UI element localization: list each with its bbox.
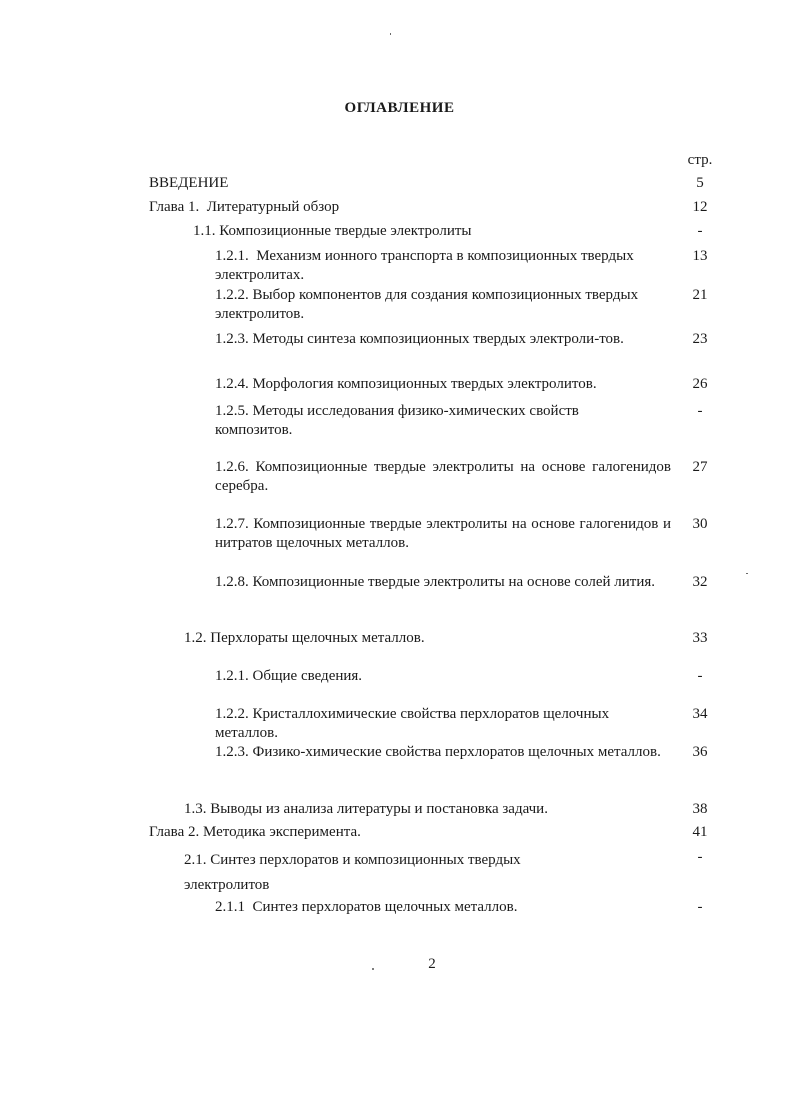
- scan-speck: [390, 33, 391, 35]
- toc-entry-page: 32: [692, 574, 708, 590]
- toc-entry-page: 38: [692, 801, 708, 817]
- toc-entry-title: 2.1. Синтез перхлоратов и композиционных твердых электролитов: [184, 852, 521, 893]
- toc-entry-title: 1.2.7. Композиционные твердые электролиты на основе галогенидов и нитратов щелочных металлов.: [215, 516, 671, 551]
- toc-entry-title: ВВЕДЕНИЕ: [149, 175, 229, 191]
- toc-entry-title: 1.2.3. Физико-химические свойства перхлоратов щелочных металлов.: [215, 744, 661, 760]
- toc-entry-page: 33: [692, 630, 708, 646]
- scan-speck: [372, 968, 374, 970]
- toc-entry-title: 1.2.3. Методы синтеза композиционных твердых электроли-тов.: [215, 331, 624, 347]
- toc-entry-page: 41: [692, 824, 708, 840]
- toc-entry-title: 2.1.1 Синтез перхлоратов щелочных металлов.: [215, 899, 518, 915]
- toc-entry-page: -: [697, 668, 703, 684]
- page-title: ОГЛАВЛЕНИЕ: [344, 100, 455, 116]
- toc-entry-title: 1.2.2. Кристаллохимические свойства перхлоратов щелочных металлов.: [215, 706, 610, 741]
- toc-entry-page: 36: [692, 744, 708, 760]
- toc-entry-page: 23: [692, 331, 708, 347]
- toc-entry-page: 34: [692, 706, 708, 722]
- toc-entry-page: 27: [692, 459, 708, 475]
- toc-entry-page: 5: [696, 175, 704, 191]
- toc-entry-page: -: [697, 899, 703, 915]
- toc-entry-title: 1.2.6. Композиционные твердые электролиты на основе галогенидов серебра.: [215, 459, 671, 494]
- toc-entry-title: 1.1. Композиционные твердые электролиты: [193, 223, 472, 239]
- toc-entry-title: 1.2.1. Механизм ионного транспорта в композиционных твердых электролитах.: [215, 248, 638, 283]
- toc-entry-page: 21: [692, 287, 708, 303]
- toc-entry-title: 1.2.4. Морфология композиционных твердых электролитов.: [215, 376, 597, 392]
- toc-entry-title: 1.2.5. Методы исследования физико-химических свойств композитов.: [215, 403, 579, 438]
- page-column-label: стр.: [687, 152, 713, 168]
- toc-entry-title: Глава 1. Литературный обзор: [149, 199, 340, 215]
- toc-entry-title: 1.2. Перхлораты щелочных металлов.: [184, 630, 425, 646]
- toc-entry-page: -: [697, 849, 703, 865]
- toc-entry-page: 12: [692, 199, 708, 215]
- toc-entry-title: 1.2.8. Композиционные твердые электролиты на основе солей лития.: [215, 574, 656, 590]
- toc-entry-title: 1.2.1. Общие сведения.: [215, 668, 363, 684]
- scan-speck: [746, 573, 748, 574]
- toc-entry-title: Глава 2. Методика эксперимента.: [149, 824, 361, 840]
- toc-entry-page: -: [697, 223, 703, 239]
- toc-entry-page: 13: [692, 248, 708, 264]
- toc-entry-page: 26: [692, 376, 708, 392]
- toc-entry-title: 1.3. Выводы из анализа литературы и постановка задачи.: [184, 801, 548, 817]
- page-number: 2: [428, 956, 436, 972]
- toc-entry-page: -: [697, 403, 703, 419]
- toc-entry-title: 1.2.2. Выбор компонентов для создания композиционных твердых электролитов.: [215, 287, 639, 322]
- toc-entry-page: 30: [692, 516, 708, 532]
